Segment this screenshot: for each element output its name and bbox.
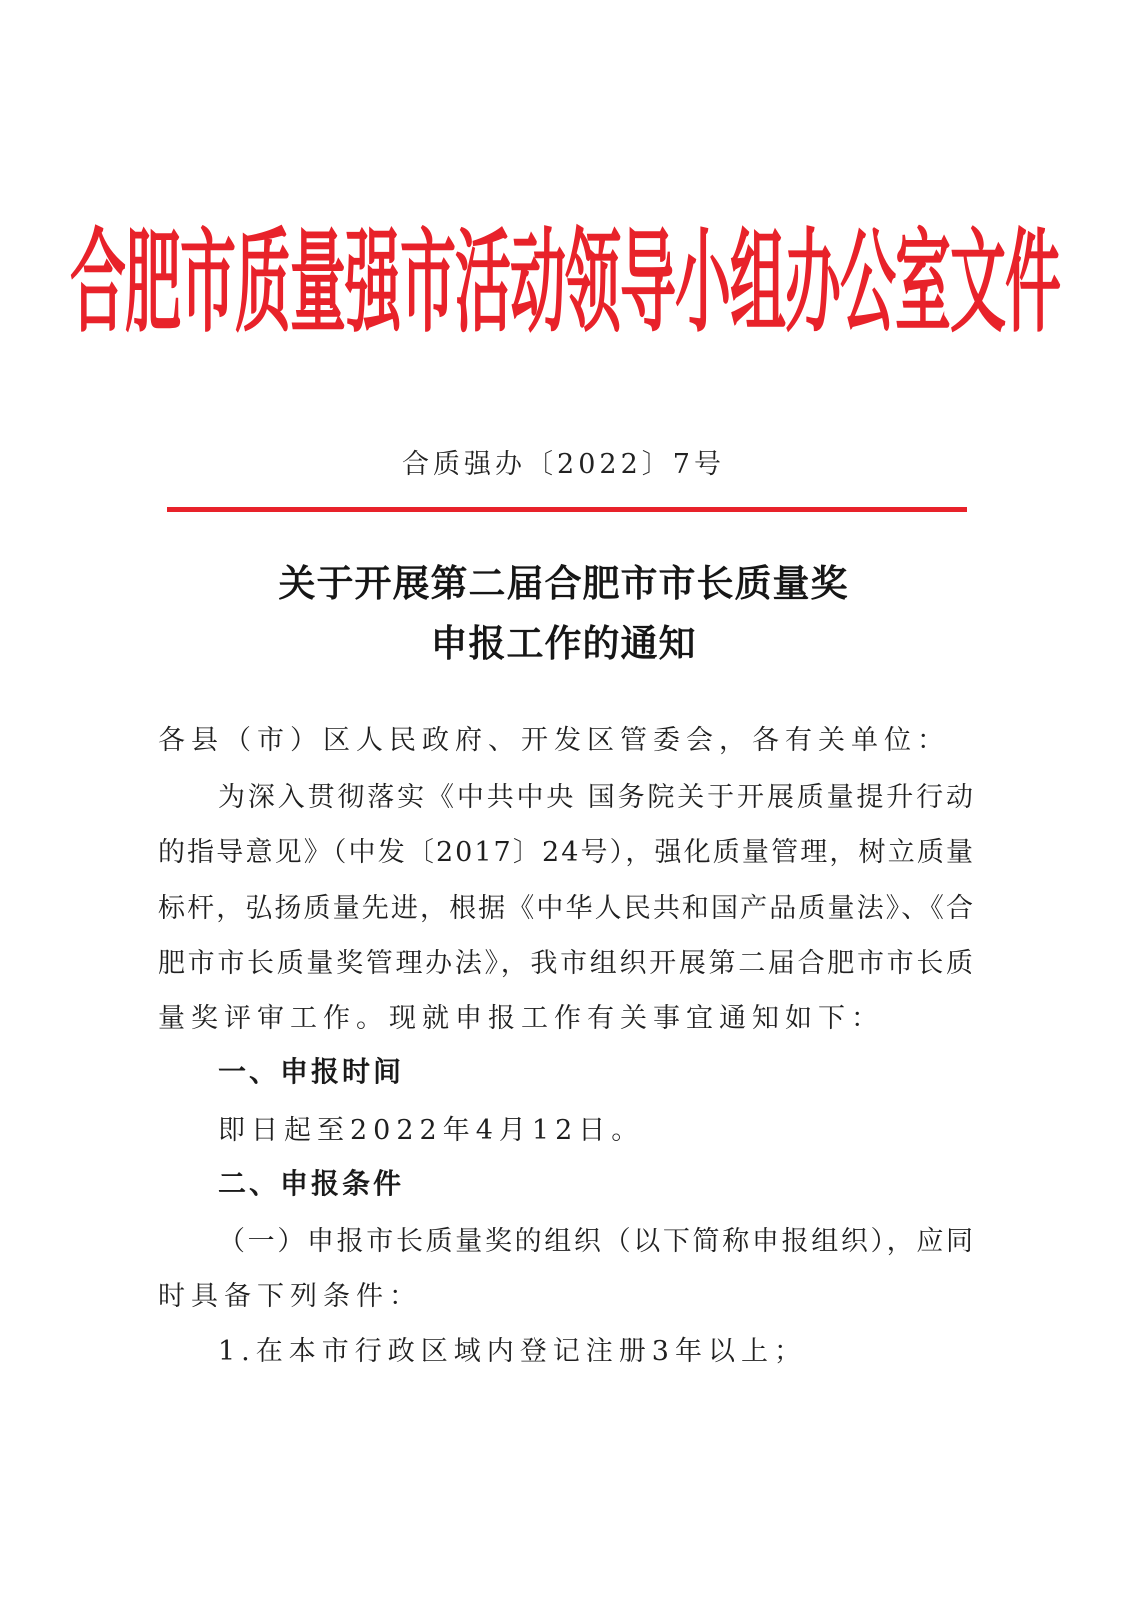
- notice-title-line-1: 关于开展第二届合肥市市长质量奖: [278, 562, 849, 605]
- issuer-title: 合肥市质量强市活动领导小组办公室文件: [70, 218, 1060, 348]
- red-divider-line: [167, 507, 967, 512]
- section-heading-conditions: 二、申报条件: [218, 1167, 405, 1200]
- red-header: [70, 188, 1060, 378]
- intro-line-2: 的指导意见》（中发〔2017〕24号），强化质量管理，树立质量: [158, 837, 975, 868]
- section-time-text: 即日起至2022年4月12日。: [218, 1115, 645, 1146]
- notice-title-line-2: 申报工作的通知: [430, 622, 697, 665]
- conditions-sub1-line-1: （一）申报市长质量奖的组织（以下简称申报组织），应同: [218, 1226, 975, 1257]
- conditions-item-1: 1.在本市行政区域内登记注册3年以上；: [218, 1336, 807, 1367]
- intro-line-5: 量奖评审工作。现就申报工作有关事宜通知如下：: [158, 1003, 884, 1034]
- document-number: 合质强办〔2022〕7号: [402, 449, 725, 480]
- intro-line-4: 肥市市长质量奖管理办法》，我市组织开展第二届合肥市市长质: [158, 948, 975, 979]
- salutation: 各县（市）区人民政府、开发区管委会，各有关单位：: [158, 725, 950, 756]
- conditions-sub1-line-2: 时具备下列条件：: [158, 1281, 422, 1312]
- section-heading-time: 一、申报时间: [218, 1055, 405, 1088]
- intro-line-3: 标杆，弘扬质量先进，根据《中华人民共和国产品质量法》、《合: [158, 893, 975, 924]
- intro-line-1: 为深入贯彻落实《中共中央 国务院关于开展质量提升行动: [218, 782, 975, 813]
